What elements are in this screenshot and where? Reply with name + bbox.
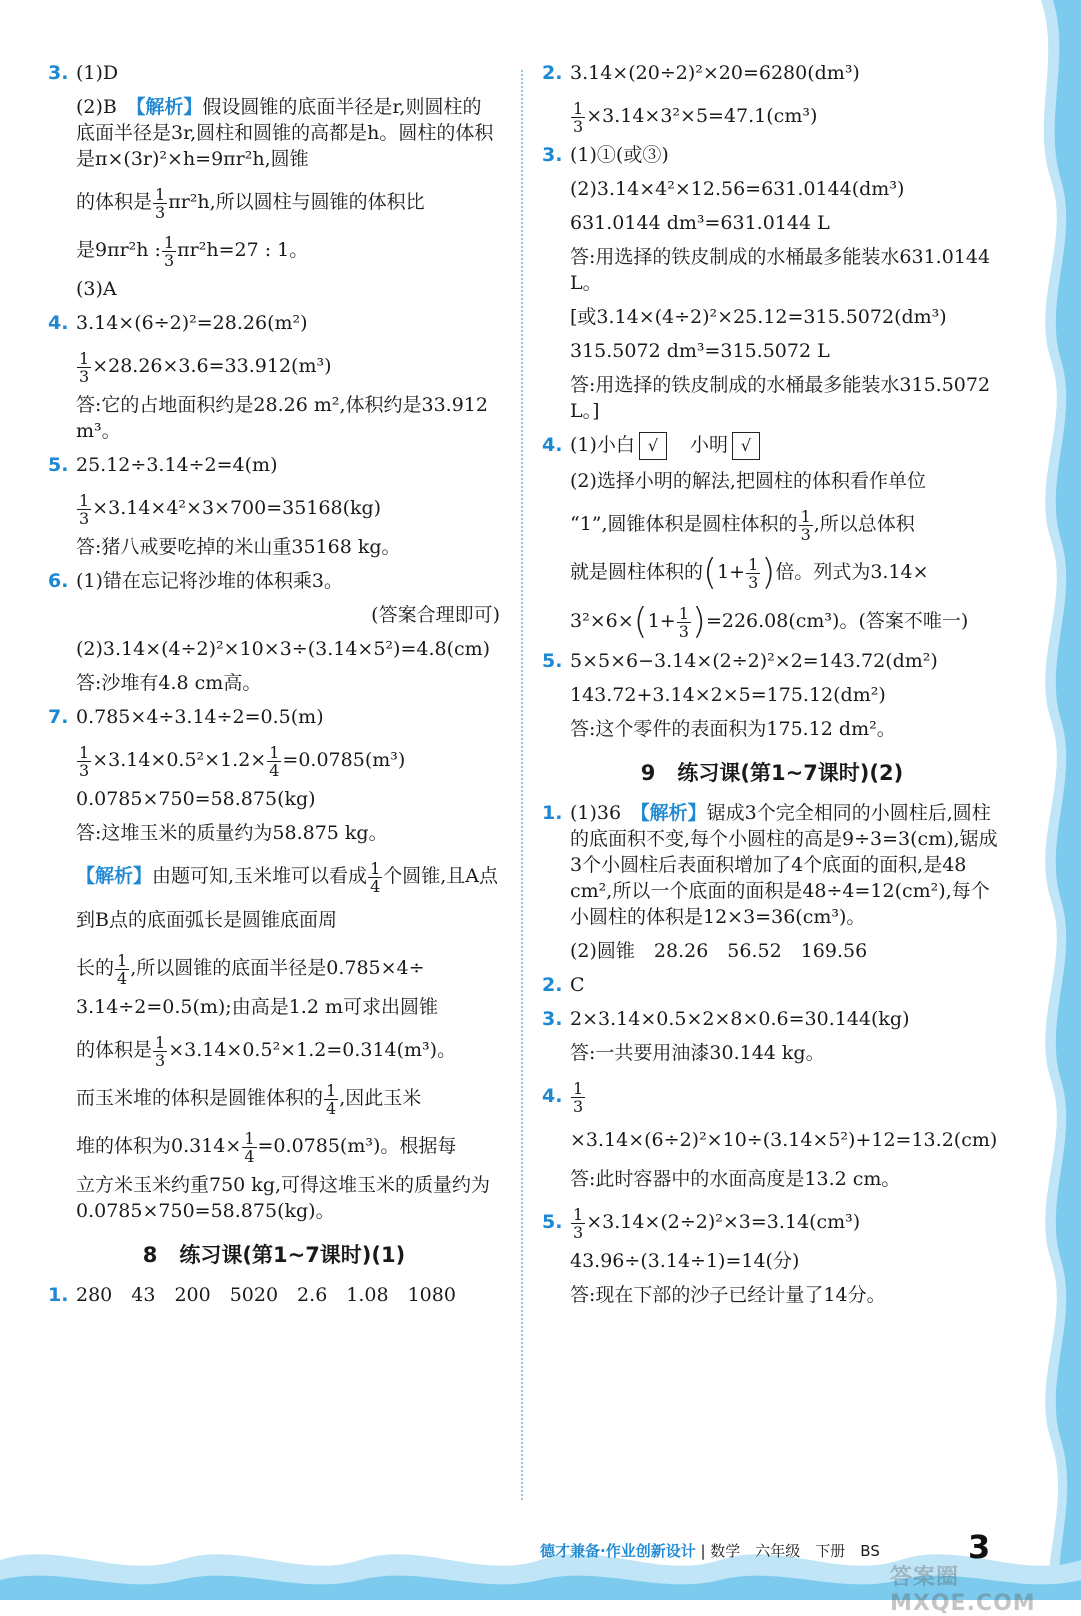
column-divider [521, 70, 523, 1500]
s9-q2: 2. C [542, 974, 585, 996]
r-q3-line1: 3. (1)①(或③) [542, 144, 669, 166]
q3-line1: 3. (1)D [48, 62, 119, 84]
r-q5-answer: 答:这个零件的表面积为175.12 dm²。 [570, 718, 896, 740]
fraction-one-third: $\frac{1}{3}$ [79, 742, 90, 780]
section-8-title: 8 练习课(第1~7课时)(1) [142, 1243, 406, 1267]
fraction-one-third: $\frac{1}{3}$ [573, 1204, 584, 1242]
r-q3-answer: 答:用选择的铁皮制成的水桶最多能装水631.0144 L。 [570, 246, 991, 294]
q6-part2: (2)3.14×(4÷2)²×10×3÷(3.14×5²)=4.8(cm) [76, 638, 491, 660]
q6-answer: 答:沙堆有4.8 cm高。 [76, 672, 262, 694]
r-q4-line4: 就是圆柱体积的(1+ $\frac{1}{3}$ )倍。列式为3.14× [570, 552, 929, 593]
q4-line2: $\frac{1}{3}$ ×28.26×3.6=33.912(m³) [79, 348, 332, 386]
s9-q5: 5. $\frac{1}{3}$ ×3.14×(2÷2)²×3=3.14(cm³) [542, 1204, 861, 1242]
q5-answer: 答:猪八戒要吃掉的米山重35168 kg。 [76, 536, 401, 558]
r-q5-line1: 5. 5×5×6−3.14×(2÷2)²×2=143.72(dm²) [542, 650, 938, 672]
r-q5-line2: 143.72+3.14×2×5=175.12(dm²) [570, 684, 886, 706]
page-number: 3 [968, 1528, 991, 1566]
q7-analysis-2: 长的 $\frac{1}{4}$ ,所以圆锥的底面半径是0.785×4÷ [76, 950, 425, 988]
fraction-one-third: $\frac{1}{3}$ [155, 1032, 166, 1070]
footer-info: | 数学 六年级 下册 BS [700, 1542, 880, 1560]
q4-answer: 答:它的占地面积约是28.26 m²,体积约是33.912 m³。 [76, 394, 488, 442]
q7-line1: 7. 0.785×4÷3.14÷2=0.5(m) [48, 706, 324, 728]
r-q4-line1: 4. (1)小白 √ 小明 √ [570, 432, 1002, 460]
q7-line3: 0.0785×750=58.875(kg) [76, 788, 316, 810]
fraction-one-third: $\frac{1}{3}$ [678, 603, 689, 641]
s9-q4-answer: 答:此时容器中的水面高度是13.2 cm。 [570, 1168, 901, 1190]
s8-q1: 1. 280 43 200 5020 2.6 1.08 1080 [48, 1284, 456, 1306]
analysis-tag: 【解析】 [135, 96, 203, 118]
q3-line-volume: 的体积是 $\frac{1}{3}$ πr²h,所以圆柱与圆锥的体积比 [76, 184, 425, 222]
decorative-wave-border [1021, 0, 1081, 1600]
fraction-one-fourth: $\frac{1}{4}$ [244, 1128, 255, 1166]
r-q3-alt2: 315.5072 dm³=315.5072 L [570, 340, 830, 362]
r-q4-line3: “1”,圆锥体积是圆柱体积的 $\frac{1}{3}$ ,所以总体积 [570, 506, 915, 544]
left-column [48, 60, 500, 1316]
q3-part3: (3)A [76, 278, 117, 300]
q5-line1: 5. 25.12÷3.14÷2=4(m) [48, 454, 278, 476]
fraction-one-third: $\frac{1}{3}$ [163, 232, 175, 270]
fraction-one-fourth: $\frac{1}{4}$ [117, 950, 128, 988]
page-footer [540, 1540, 880, 1561]
q3-part2: (2)B 【解析】假设圆锥的底面半径是r,则圆柱的底面半径是3r,圆柱和圆锥的高都是h。圆柱的体积是π×(3r)²×h=9πr²h,圆锥 [76, 96, 494, 170]
fraction-one-third: $\frac{1}{3}$ [79, 490, 90, 528]
fraction-one-third: $\frac{1}{3}$ [748, 554, 759, 592]
q7-analysis-3: 3.14÷2=0.5(m);由高是1.2 m可求出圆锥 [76, 996, 438, 1018]
s9-q3: 3. 2×3.14×0.5×2×8×0.6=30.144(kg) [542, 1008, 910, 1030]
s9-q5-line2: 43.96÷(3.14÷1)=14(分) [570, 1250, 800, 1272]
check-box-xiaoming: √ [732, 432, 760, 460]
q6-note: (答案合理即可) [371, 604, 500, 626]
r-q4-line5: 3²×6×(1+ $\frac{1}{3}$ )=226.08(cm³)。(答案不唯一) [570, 601, 969, 642]
s9-q3-answer: 答:一共要用油漆30.144 kg。 [570, 1042, 825, 1064]
q7-analysis-4: 的体积是 $\frac{1}{3}$ ×3.14×0.5²×1.2=0.314(m³)。 [76, 1032, 457, 1070]
fraction-one-third: $\frac{1}{3}$ [800, 506, 811, 544]
q7-line2: $\frac{1}{3}$ ×3.14×0.5²×1.2× $\frac{1}{4}$ =0.0785(m³) [79, 742, 406, 780]
q7-analysis-5: 而玉米堆的体积是圆锥体积的 $\frac{1}{4}$ ,因此玉米 [76, 1080, 422, 1118]
fraction-one-third: $\frac{1}{3}$ [155, 184, 166, 222]
fraction-one-fourth: $\frac{1}{4}$ [370, 858, 381, 896]
q5-line2: $\frac{1}{3}$ ×3.14×4²×3×700=35168(kg) [79, 490, 382, 528]
r-q3-line2: (2)3.14×4²×12.56=631.0144(dm³) [570, 178, 905, 200]
s9-q1: 1. (1)36 【解析】锯成3个完全相同的小圆柱后,圆柱的底面积不变,每个小圆柱的高是9÷3=3(cm),锯成3个小圆柱后表面积增加了4个底面的面积,是48 cm²,所以一个底面的面积是48÷4=12(cm²),每个小圆柱的体积是12×3=36(cm³)。 [542, 802, 998, 928]
right-column [542, 60, 1002, 1316]
r-q3-alt-answer: 答:用选择的铁皮制成的水桶最多能装水315.5072 L。] [570, 374, 991, 422]
r-q2-line2: $\frac{1}{3}$ ×3.14×3²×5=47.1(cm³) [573, 98, 818, 136]
fraction-one-third: $\frac{1}{3}$ [79, 348, 90, 386]
q7-answer: 答:这堆玉米的质量约为58.875 kg。 [76, 822, 388, 844]
r-q2-line1: 2. 3.14×(20÷2)²×20=6280(dm³) [542, 62, 860, 84]
q4-line1: 4. 3.14×(6÷2)²=28.26(m²) [48, 312, 308, 334]
q7-analysis-1: 【解析】由题可知,玉米堆可以看成 $\frac{1}{4}$ 个圆锥,且A点到B点的底面弧长是圆锥底面周 [76, 858, 499, 931]
q6-line1: 6. (1)错在忘记将沙堆的体积乘3。 [48, 570, 344, 592]
s9-q5-answer: 答:现在下部的沙子已经计量了14分。 [570, 1284, 886, 1306]
q7-analysis-7: 立方米玉米约重750 kg,可得这堆玉米的质量约为0.0785×750=58.875(kg)。 [76, 1174, 491, 1222]
s9-q1-part2: (2)圆锥 28.26 56.52 169.56 [570, 940, 868, 962]
r-q3-alt1: [或3.14×(4÷2)²×25.12=315.5072(dm³) [570, 306, 947, 328]
check-box-xiaobai: √ [639, 432, 667, 460]
r-q4-line2: (2)选择小明的解法,把圆柱的体积看作单位 [570, 470, 926, 492]
s9-q4: 4. $\frac{1}{3}$ ×3.14×(6÷2)²×10÷(3.14×5²)+12=13.2(cm) [542, 1078, 998, 1151]
footer-brand: 德才兼备·作业创新设计 [540, 1542, 696, 1560]
fraction-one-third: $\frac{1}{3}$ [573, 1078, 584, 1116]
watermark: 答案圈 MXQE.COM [890, 1565, 1036, 1616]
fraction-one-fourth: $\frac{1}{4}$ [326, 1080, 337, 1118]
q3-line-ratio: 是9πr²h : $\frac{1}{3}$ πr²h=27 : 1。 [76, 232, 309, 270]
r-q3-line3: 631.0144 dm³=631.0144 L [570, 212, 830, 234]
q7-analysis-6: 堆的体积为0.314× $\frac{1}{4}$ =0.0785(m³)。根据每 [76, 1128, 457, 1166]
fraction-one-third: $\frac{1}{3}$ [573, 98, 584, 136]
fraction-one-fourth: $\frac{1}{4}$ [269, 742, 280, 780]
section-9-title: 9 练习课(第1~7课时)(2) [640, 761, 904, 785]
